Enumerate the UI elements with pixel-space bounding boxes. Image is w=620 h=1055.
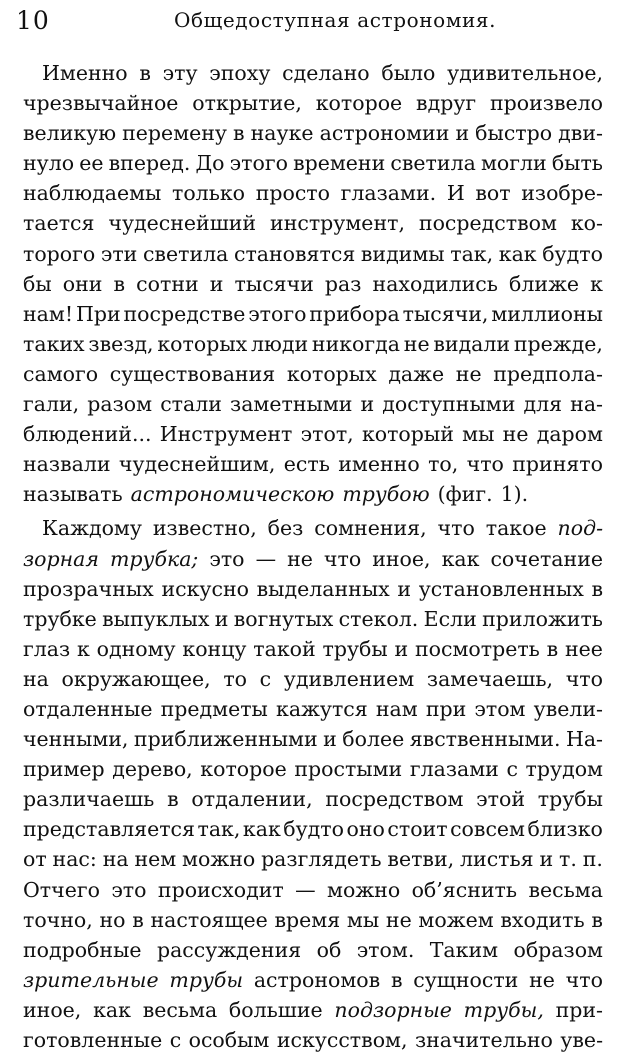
italic-word: трубы,	[463, 997, 544, 1022]
word: ветви,	[387, 847, 455, 872]
word: простыми	[294, 757, 403, 782]
word: ее	[79, 151, 104, 176]
word: в	[591, 576, 603, 601]
running-title: Общедоступная астрономия.	[174, 8, 497, 32]
word: могли	[480, 151, 547, 176]
word: при-	[555, 997, 603, 1022]
word: и	[397, 576, 412, 601]
word: нуло	[23, 151, 75, 176]
word: этой	[476, 787, 525, 812]
word: можно	[182, 847, 256, 872]
word: трубы	[537, 787, 603, 812]
word: трубы	[322, 636, 388, 661]
word: не	[502, 422, 529, 447]
word: кажутся	[276, 696, 368, 721]
word: образом	[513, 937, 603, 962]
word: разглядеть	[261, 847, 382, 872]
word: явственными.	[409, 727, 561, 752]
word: с	[169, 1028, 182, 1052]
word: светила	[142, 241, 229, 266]
word: которых	[157, 331, 248, 356]
word: сущности	[413, 967, 519, 992]
word: тается	[23, 211, 95, 236]
text-line	[23, 965, 603, 995]
word: И	[446, 181, 465, 206]
word: 1).	[500, 482, 529, 507]
word: называть	[23, 482, 123, 507]
word: посредством	[418, 211, 557, 236]
word: уве-	[560, 1028, 603, 1052]
word: Именно	[42, 61, 128, 85]
word: Таким	[429, 937, 499, 962]
word: заметными	[230, 392, 353, 417]
text-line	[23, 604, 603, 634]
text-line	[23, 208, 603, 238]
word: такое	[485, 516, 547, 541]
word: дви-	[558, 121, 603, 146]
word: от	[23, 847, 47, 872]
word: отдаленные	[23, 696, 153, 721]
word: Инструмент	[159, 422, 293, 447]
word: листья	[460, 847, 534, 872]
word: существования	[109, 361, 276, 386]
word: то,	[428, 452, 459, 477]
word: сомнения,	[314, 516, 427, 541]
word: этом.	[356, 937, 415, 962]
word: раз	[324, 271, 362, 296]
word: прибора	[309, 301, 400, 326]
italic-word: зрительные	[23, 967, 159, 992]
word: сотни	[136, 271, 199, 296]
word: вогнутых	[233, 606, 334, 631]
word: замечаешь,	[426, 666, 554, 691]
word: светила	[390, 151, 476, 176]
text-line	[23, 148, 603, 178]
word: в	[591, 907, 603, 932]
word: люди	[250, 331, 309, 356]
text-line	[23, 118, 603, 148]
text-line	[23, 574, 603, 604]
text-line	[23, 995, 603, 1025]
word: звезд,	[88, 331, 154, 356]
text-line	[23, 754, 603, 784]
word: в	[233, 121, 245, 146]
word: время	[274, 907, 341, 932]
word: ближе	[509, 271, 580, 296]
word: (фиг.	[437, 482, 493, 507]
word: нам!	[23, 301, 74, 326]
word: готовленные	[23, 1028, 163, 1052]
word: это	[209, 546, 245, 571]
word: предпола-	[493, 361, 603, 386]
word: эти	[100, 241, 138, 266]
italic-word: подзорные	[334, 997, 452, 1022]
word: к	[76, 636, 90, 661]
word: окружающее,	[61, 666, 211, 691]
word: совсем	[450, 817, 526, 842]
word: весьма	[142, 997, 218, 1022]
word: трубке	[23, 606, 97, 631]
word: нее	[565, 636, 603, 661]
text-line	[23, 419, 603, 449]
word: и	[539, 847, 554, 872]
word: видимы	[360, 241, 445, 266]
word: и	[214, 606, 229, 631]
word: трудом	[525, 757, 603, 782]
word: быстро	[475, 121, 553, 146]
word: как	[93, 997, 131, 1022]
text-line	[23, 299, 603, 329]
word: приближенными	[133, 727, 318, 752]
word: даже	[388, 361, 445, 386]
word: и	[323, 727, 337, 752]
text-line	[23, 513, 603, 543]
word: не	[385, 907, 412, 932]
word: торого	[23, 241, 96, 266]
word: таких	[23, 331, 85, 356]
word: посредством	[325, 787, 464, 812]
word: которое	[315, 91, 403, 116]
word: Каждому	[42, 516, 142, 541]
italic-word: трубы	[169, 967, 244, 992]
text-line	[23, 875, 603, 905]
word: удивлением	[283, 666, 415, 691]
text-line	[23, 329, 603, 359]
word: и	[455, 121, 470, 146]
word: мы	[346, 907, 380, 932]
word: одному	[96, 636, 176, 661]
word: на	[102, 847, 129, 872]
word: посмотреть	[414, 636, 540, 661]
word: инструмент,	[270, 211, 405, 236]
word: что	[323, 546, 362, 571]
word: науке	[250, 121, 314, 146]
word: в	[546, 636, 559, 661]
word: иное,	[23, 997, 82, 1022]
text-line	[23, 905, 603, 935]
word: гали,	[23, 392, 80, 417]
word: более	[342, 727, 405, 752]
word: прозрачных	[23, 576, 154, 601]
word: именно	[338, 452, 420, 477]
word: изобре-	[521, 181, 603, 206]
word: на	[23, 666, 49, 691]
text-line	[23, 634, 603, 664]
word: чудеснейший	[108, 211, 257, 236]
word: в	[113, 271, 126, 296]
word: стекол.	[338, 606, 419, 631]
word: пример	[23, 757, 105, 782]
word: которых	[286, 361, 377, 386]
word: настоящее	[150, 907, 268, 932]
word: предметы	[160, 696, 268, 721]
italic-word: трубка;	[109, 546, 199, 571]
word: как	[498, 241, 537, 266]
word: такой	[253, 636, 316, 661]
word: весьма	[528, 877, 603, 902]
word: сделано	[282, 61, 370, 85]
word: входить	[500, 907, 585, 932]
word: что	[565, 666, 603, 691]
word: различаешь	[23, 787, 155, 812]
word: ко-	[570, 211, 603, 236]
text-line	[23, 694, 603, 724]
word: и	[209, 271, 224, 296]
word: перемену	[122, 121, 227, 146]
text-line	[23, 479, 603, 509]
italic-word: под-	[557, 516, 603, 541]
word: эту	[162, 61, 198, 85]
text-line	[23, 449, 603, 479]
word: значительно	[414, 1028, 553, 1052]
word: в	[139, 61, 151, 85]
word: просто	[255, 181, 330, 206]
word: чудеснейшим,	[118, 452, 276, 477]
paragraph	[23, 58, 603, 509]
word: и	[360, 392, 375, 417]
word: стоит	[387, 817, 448, 842]
text-line	[23, 664, 603, 694]
word: глазами	[409, 757, 499, 782]
word: отдалении,	[191, 787, 313, 812]
word: астрономии	[319, 121, 450, 146]
word: произвело	[489, 91, 603, 116]
word: глазами.	[340, 181, 437, 206]
word: открытие,	[192, 91, 302, 116]
text-line	[23, 784, 603, 814]
word: но	[99, 907, 126, 932]
word: об	[316, 937, 342, 962]
word: так,	[197, 817, 241, 842]
word: блюдений...	[23, 422, 152, 447]
word: подробные	[23, 937, 142, 962]
word: нас:	[52, 847, 97, 872]
word: До	[195, 151, 225, 176]
word: стали	[160, 392, 222, 417]
word: который	[361, 422, 454, 447]
word: близко	[527, 817, 603, 842]
italic-word: зорная	[23, 546, 99, 571]
word: установленных	[418, 576, 584, 601]
word: точно,	[23, 907, 93, 932]
word: —	[255, 546, 277, 571]
word: видали	[433, 331, 511, 356]
word: принято	[512, 452, 603, 477]
text-line	[23, 724, 603, 754]
word: мы	[462, 422, 495, 447]
text-line	[23, 178, 603, 208]
text-line	[23, 814, 603, 844]
word: так,	[450, 241, 494, 266]
text-line	[23, 88, 603, 118]
word: доступными	[382, 392, 516, 417]
word: становятся	[233, 241, 356, 266]
word: не	[529, 967, 555, 992]
word: как	[242, 817, 281, 842]
word: в	[167, 787, 179, 812]
word: посредстве	[123, 301, 246, 326]
word: нам	[375, 696, 418, 721]
word: этого	[248, 301, 307, 326]
word: астрономов	[253, 967, 381, 992]
word: можем	[418, 907, 494, 932]
word: в	[132, 907, 144, 932]
word: не	[287, 546, 313, 571]
text-line	[23, 359, 603, 389]
word: Отчего	[23, 877, 100, 902]
word: эпоху	[209, 61, 271, 85]
word: иное,	[372, 546, 431, 571]
word: тысячи,	[402, 301, 489, 326]
word: что	[437, 516, 475, 541]
word: дерево,	[112, 757, 193, 782]
word: этом	[474, 696, 526, 721]
word: для	[523, 392, 563, 417]
word: великую	[23, 121, 117, 146]
word: с	[506, 757, 518, 782]
word: не	[455, 361, 482, 386]
word: назвали	[23, 452, 111, 477]
word: с	[259, 666, 272, 691]
word: при	[425, 696, 467, 721]
word: наблюдаемы	[23, 181, 162, 206]
word: как	[441, 546, 480, 571]
word: При	[75, 301, 121, 326]
text-line	[23, 844, 603, 874]
word: искусно	[161, 576, 249, 601]
word: сочетание	[490, 546, 603, 571]
italic-word: трубою	[342, 482, 430, 507]
word: об’яснить	[411, 877, 518, 902]
word: т.	[559, 847, 577, 872]
word: и	[394, 636, 409, 661]
word: оно	[346, 817, 385, 842]
word: тысячи	[234, 271, 314, 296]
word: концу	[182, 636, 247, 661]
page-number: 10	[16, 6, 50, 35]
word: удивительное,	[447, 61, 603, 85]
word: к	[590, 271, 603, 296]
word: будто	[542, 241, 603, 266]
word: находились	[372, 271, 498, 296]
text-line	[23, 935, 603, 965]
word: известно,	[152, 516, 257, 541]
word: без	[267, 516, 304, 541]
word: вдруг	[416, 91, 477, 116]
word: п.	[582, 847, 603, 872]
word: представляется	[23, 817, 195, 842]
text-line	[23, 269, 603, 299]
word: чрезвычайное	[23, 91, 179, 116]
word: что	[565, 967, 603, 992]
word: приложить	[482, 606, 603, 631]
word: быть	[551, 151, 603, 176]
text-line	[23, 1025, 603, 1055]
word: в	[390, 967, 403, 992]
word: разом	[87, 392, 153, 417]
word: искусством,	[276, 1028, 408, 1052]
text-line	[23, 389, 603, 419]
word: это	[111, 877, 147, 902]
text-line	[23, 544, 603, 574]
word: самого	[23, 361, 99, 386]
word: времени	[293, 151, 386, 176]
word: большие	[228, 997, 323, 1022]
text-line	[23, 58, 603, 88]
word: этот,	[300, 422, 354, 447]
word: Если	[423, 606, 477, 631]
word: увели-	[533, 696, 603, 721]
word: рассуждения	[156, 937, 302, 962]
italic-word: астрономическою	[130, 482, 335, 507]
body-text	[23, 58, 603, 1055]
word: есть	[283, 452, 330, 477]
word: что	[466, 452, 504, 477]
word: не	[403, 331, 430, 356]
word: миллионы	[491, 301, 603, 326]
word: особым	[188, 1028, 270, 1052]
paragraph	[23, 513, 603, 1055]
word: вперед.	[108, 151, 191, 176]
word: происходит	[157, 877, 284, 902]
word: На-	[565, 727, 603, 752]
word: бы	[23, 271, 52, 296]
word: —	[295, 877, 316, 902]
word: то	[223, 666, 247, 691]
word: на-	[570, 392, 603, 417]
word: даром	[536, 422, 603, 447]
word: они	[62, 271, 103, 296]
word: выпуклых	[102, 606, 210, 631]
word: которое	[200, 757, 287, 782]
word: этого	[229, 151, 288, 176]
word: выделанных	[256, 576, 390, 601]
word: будто	[283, 817, 344, 842]
word: глаз	[23, 636, 71, 661]
word: было	[381, 61, 436, 85]
text-line	[23, 239, 603, 269]
running-head	[16, 6, 604, 38]
word: ченными,	[23, 727, 129, 752]
word: нем	[134, 847, 177, 872]
word: прежде,	[513, 331, 603, 356]
word: никогда	[311, 331, 400, 356]
word: вот	[475, 181, 511, 206]
word: только	[172, 181, 246, 206]
word: можно	[327, 877, 401, 902]
